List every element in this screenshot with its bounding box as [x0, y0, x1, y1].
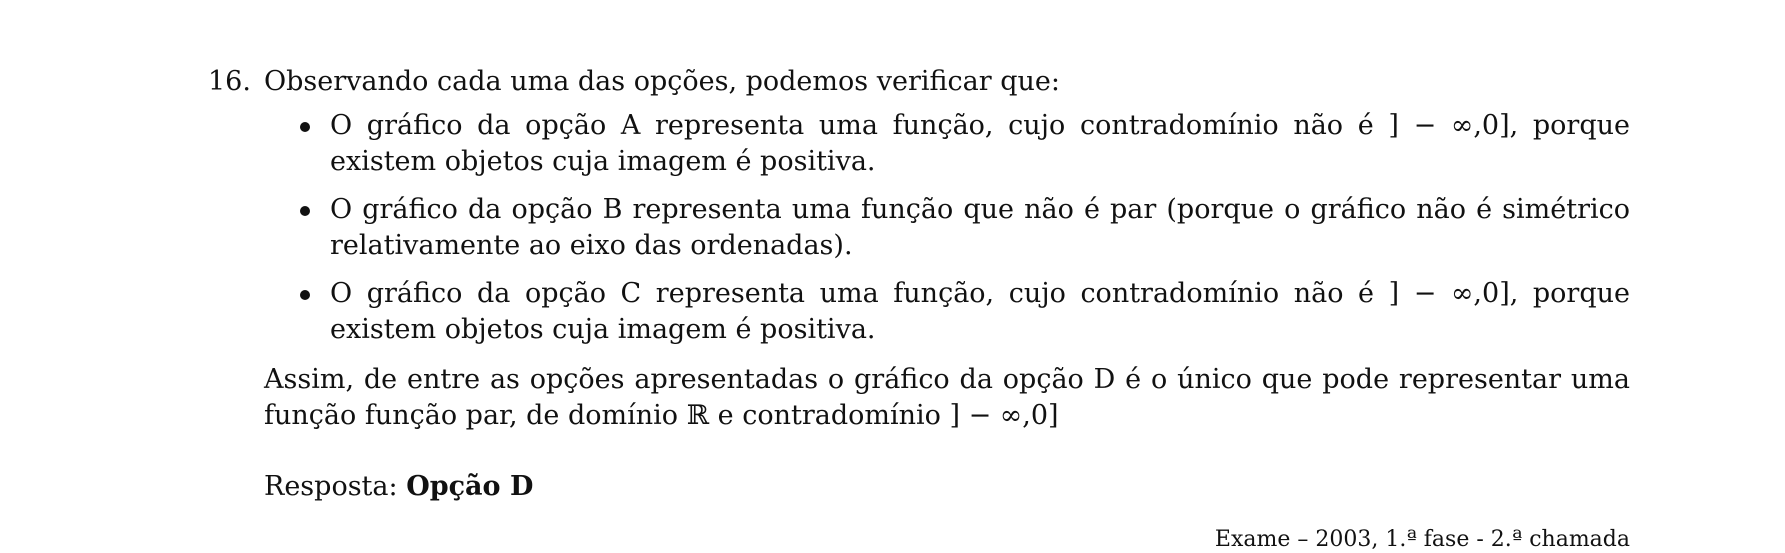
- bullet-icon: [300, 206, 310, 216]
- answer-label: Resposta:: [264, 471, 398, 502]
- exam-source: Exame – 2003, 1.ª fase - 2.ª chamada: [1214, 527, 1630, 552]
- answer-value: Opção D: [406, 471, 534, 502]
- answer-line: [264, 469, 533, 505]
- bullet-text: O gráfico da opção C representa uma função, cujo contradomínio não é ] − ∞,0], porque existem objetos cuja imagem é positiva.: [330, 278, 1630, 345]
- bullet-text: O gráfico da opção A representa uma função, cujo contradomínio não é ] − ∞,0], porque existem objetos cuja imagem é positiva.: [330, 110, 1630, 177]
- bullet-item-c: [300, 276, 1630, 348]
- bullet-icon: [300, 290, 310, 300]
- bullet-item-b: [300, 192, 1630, 264]
- question-number: 16.: [208, 66, 251, 97]
- bullet-list: [300, 108, 1630, 360]
- bullet-text: O gráfico da opção B representa uma função que não é par (porque o gráfico não é simétrico relativamente ao eixo das ordenadas).: [330, 194, 1630, 261]
- question-intro: Observando cada uma das opções, podemos verificar que:: [264, 66, 1060, 97]
- bullet-item-a: [300, 108, 1630, 180]
- conclusion-paragraph: Assim, de entre as opções apresentadas o gráfico da opção D é o único que pode representar uma função função par, de domínio ℝ e contradomínio ] − ∞,0]: [264, 364, 1630, 431]
- bullet-icon: [300, 122, 310, 132]
